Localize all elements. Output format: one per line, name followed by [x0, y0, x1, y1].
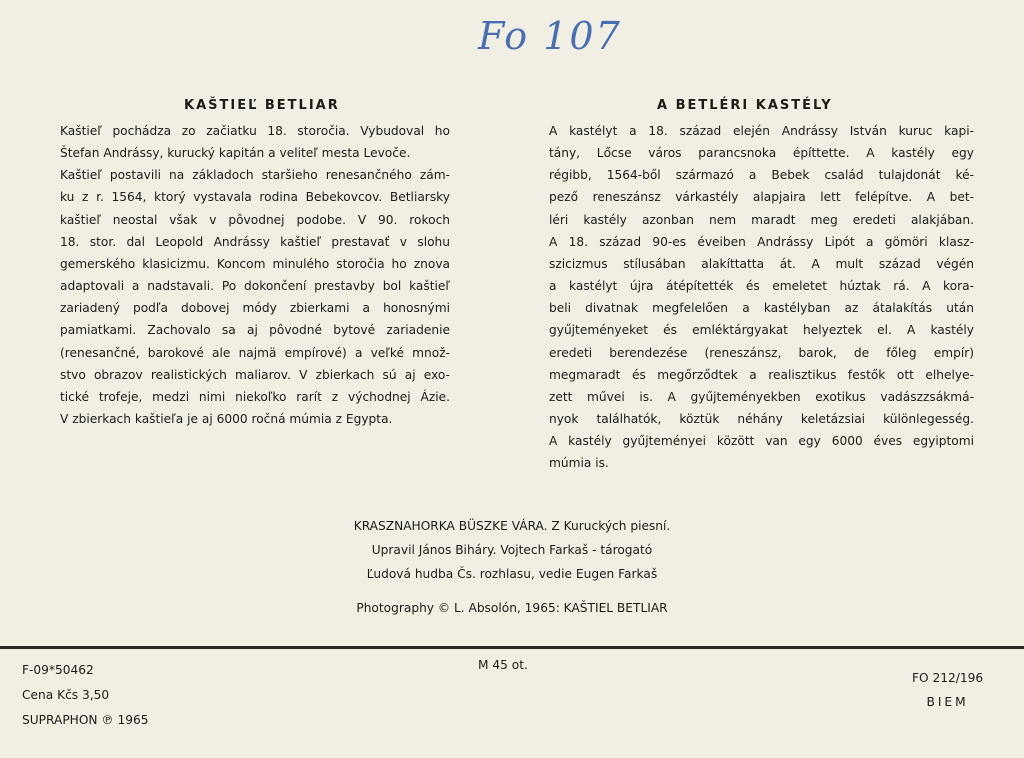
text-line: zariadený podľa dobovej módy zbierkami a honosnými	[60, 301, 450, 316]
text-line: léri kastély azonban nem maradt meg eredeti alakjában.	[549, 212, 974, 227]
orchestra-line: Ľudová hudba Čs. rozhlasu, vedie Eugen Farkaš	[366, 567, 658, 581]
text-line: Kaštieľ pochádza zo začiatku 18. storočia. Vybudoval ho	[60, 124, 450, 138]
right-heading: A BETLÉRI KASTÉLY	[657, 98, 833, 113]
text-line: nyok találhatók, köztük néhány keletázsiai különlegesség.	[549, 412, 974, 427]
text-line: kaštieľ neostal však v pôvodnej podobe. V 90. rokoch	[60, 212, 450, 227]
text-line: gyűjteményeket és emléktárgyakat helyeztek el. A kastély	[549, 323, 974, 338]
text-line: szicizmus stílusában alakíttatta át. A mult század végén	[549, 256, 974, 271]
song-title-line: KRASZNAHORKA BÜSZKE VÁRA. Z Kuruckých piesní.	[353, 519, 671, 533]
record-label: SUPRAPHON ℗ 1965	[22, 713, 149, 727]
fo-code: FO 212/196	[912, 671, 984, 685]
text-line: V zbierkach kaštieľa je aj 6000 ročná múmia z Egypta.	[60, 412, 393, 427]
text-line: eredeti berendezése (reneszánsz, barok, de főleg empír)	[549, 345, 974, 360]
text-line: megmaradt és megőrződtek a realisztikus festők ott elhelye-	[549, 367, 974, 382]
text-line: Kaštieľ postavili na základoch staršieho renesančného zám-	[60, 168, 450, 183]
text-line: stvo obrazov realistických maliarov. V zbierkach sú aj exo-	[60, 367, 450, 382]
text-line: (renesančné, barokové ale najmä empírové) a veľké množ-	[60, 345, 450, 360]
text-line: tické trofeje, medzi nimi niekoľko rarít z východnej Ázie.	[60, 389, 450, 404]
text-line: tány, Lőcse város parancsnoka építtette. A kastély egy	[549, 146, 974, 161]
rights-society: BIEM	[926, 695, 969, 709]
text-line: pamiatkami. Zachovalo sa aj pôvodné bytové zariadenie	[60, 323, 450, 338]
text-line: pező reneszánsz várkastély alapjaira lett felépítve. A bet-	[549, 190, 974, 205]
photo-credit: Photography © L. Absolón, 1965: KAŠTIEL BETLIAR	[356, 601, 668, 615]
text-line: múmia is.	[549, 456, 609, 471]
handwritten-note: Fo 107	[478, 14, 622, 58]
text-line: gemerského klasicizmu. Koncom minulého storočia ho znova	[60, 256, 450, 271]
price: Cena Kčs 3,50	[22, 688, 110, 702]
text-line: beli divatnak megfelelően a kastélyban az átalakítás után	[549, 301, 974, 316]
footer-right	[912, 666, 983, 714]
text-line: a kastélyt újra átépítették és emeletet húztak rá. A kora-	[549, 279, 974, 294]
left-heading: KAŠTIEĽ BETLIAR	[184, 98, 340, 113]
text-line: A 18. század 90-es éveiben Andrássy Lipót a gömöri klasz-	[549, 234, 974, 249]
slovak-text-column	[60, 120, 450, 430]
hungarian-text-column	[549, 120, 974, 475]
footer-divider	[0, 646, 1024, 649]
text-line: ku z r. 1564, ktorý vystavala rodina Bebekovcov. Betliarsky	[60, 190, 450, 205]
text-line: A kastélyt a 18. század elején Andrássy István kuruc kapi-	[549, 124, 974, 138]
text-line: 18. stor. dal Leopold Andrássy kaštieľ prestavať v slohu	[60, 234, 450, 249]
text-line: zett művei is. A gyűjteményekben exotikus vadászzsákmá-	[549, 389, 974, 404]
text-line: régibb, 1564-ből származó a Bebek család tulajdonát ké-	[549, 168, 974, 183]
text-line: A kastély gyűjteményei között van egy 6000 éves egyiptomi	[549, 434, 974, 449]
catalog-number: F-09*50462	[22, 663, 94, 677]
text-line: adaptovali a nadstavali. Po dokončení prestavby bol kaštieľ	[60, 279, 450, 294]
text-line: Štefan Andrássy, kurucký kapitán a veliteľ mesta Levoče.	[60, 146, 411, 161]
record-speed: M 45 ot.	[478, 658, 528, 672]
song-credits	[0, 514, 1024, 620]
footer-left	[22, 658, 149, 733]
arranger-line: Upravil János Biháry. Vojtech Farkaš - tárogató	[371, 543, 653, 557]
